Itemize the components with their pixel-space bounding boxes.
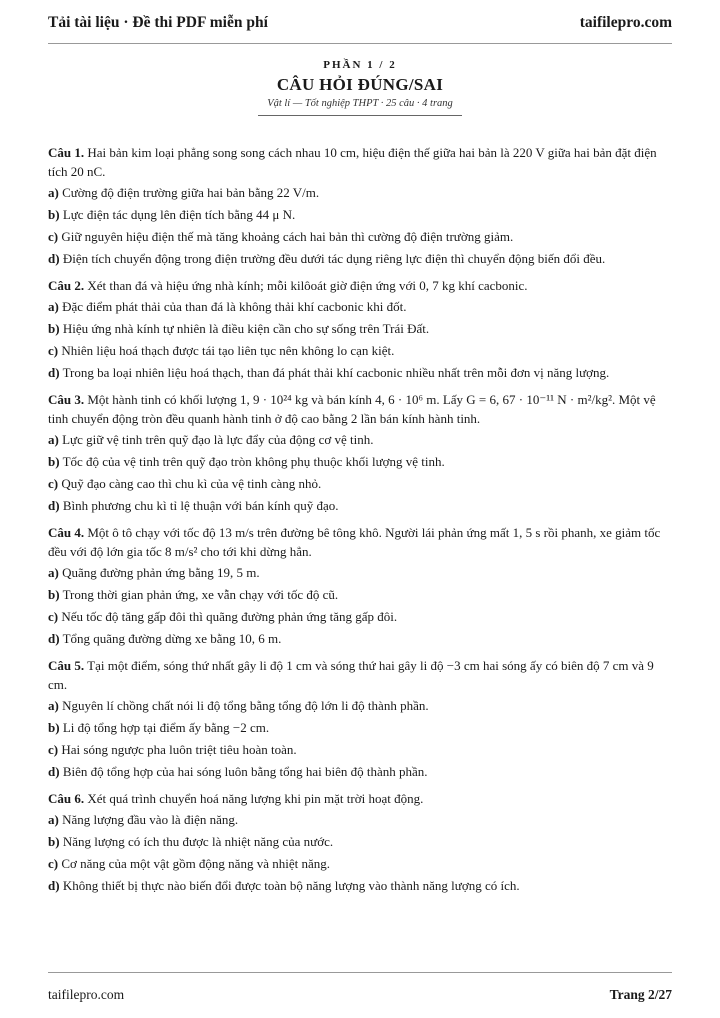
option-text: Tổng quãng đường dừng xe bằng 10, 6 m. bbox=[62, 631, 282, 646]
option-label: b) bbox=[48, 454, 60, 469]
footer-divider bbox=[48, 972, 672, 973]
question-3 bbox=[48, 390, 672, 515]
option-label: a) bbox=[48, 698, 59, 713]
question-stem-text: Một ô tô chạy với tốc độ 13 m/s trên đường bê tông khô. Người lái phản ứng mất 1, 5 s rồi phanh, xe giảm tốc đều với độ lớn gia tốc 8 m/s² cho tới khi dừng hẳn. bbox=[48, 525, 661, 559]
option-d bbox=[48, 363, 672, 382]
option-label: c) bbox=[48, 476, 59, 491]
option-text: Trong thời gian phản ứng, xe vẫn chạy với tốc độ cũ. bbox=[62, 587, 339, 602]
option-text: Tốc độ của vệ tinh trên quỹ đạo tròn không phụ thuộc khối lượng vệ tinh. bbox=[62, 454, 445, 469]
question-stem bbox=[48, 276, 672, 295]
option-c bbox=[48, 740, 672, 759]
option-text: Nhiên liệu hoá thạch được tái tạo liên tục nên không lo cạn kiệt. bbox=[61, 343, 395, 358]
header-divider bbox=[48, 43, 672, 44]
option-c bbox=[48, 341, 672, 360]
option-b bbox=[48, 585, 672, 604]
option-label: c) bbox=[48, 229, 59, 244]
option-text: Li độ tổng hợp tại điểm ấy bằng −2 cm. bbox=[62, 720, 270, 735]
option-b bbox=[48, 452, 672, 471]
option-label: d) bbox=[48, 365, 60, 380]
page-header bbox=[48, 12, 672, 34]
option-a bbox=[48, 183, 672, 202]
option-text: Quỹ đạo càng cao thì chu kì của vệ tinh càng nhỏ. bbox=[61, 476, 322, 491]
option-label: d) bbox=[48, 764, 60, 779]
question-2 bbox=[48, 276, 672, 382]
option-c bbox=[48, 474, 672, 493]
footer-site-name: taifilepro.com bbox=[48, 987, 125, 1002]
option-text: Đặc điểm phát thải của than đá là không thải khí cacbonic khi đốt. bbox=[62, 299, 407, 314]
header-site-slogan: Tải tài liệu · Đề thi PDF miễn phí bbox=[48, 14, 268, 31]
option-d bbox=[48, 496, 672, 515]
question-stem bbox=[48, 523, 672, 561]
page-number: Trang 2/27 bbox=[609, 987, 672, 1002]
option-label: d) bbox=[48, 498, 60, 513]
option-label: b) bbox=[48, 720, 60, 735]
option-label: b) bbox=[48, 207, 60, 222]
question-stem bbox=[48, 143, 672, 181]
option-text: Nếu tốc độ tăng gấp đôi thì quãng đường phản ứng tăng gấp đôi. bbox=[61, 609, 398, 624]
option-label: a) bbox=[48, 299, 59, 314]
option-a bbox=[48, 696, 672, 715]
option-text: Hiệu ứng nhà kính tự nhiên là điều kiện cần cho sự sống trên Trái Đất. bbox=[62, 321, 430, 336]
question-stem-text: Tại một điểm, sóng thứ nhất gây li độ 1 cm và sóng thứ hai gây li độ −3 cm hai sóng ấy có biên độ 7 cm và 9 cm. bbox=[48, 658, 654, 692]
option-d bbox=[48, 762, 672, 781]
option-c bbox=[48, 227, 672, 246]
option-text: Nguyên lí chồng chất nói li độ tổng bằng tổng độ lớn li độ thành phần. bbox=[62, 698, 429, 713]
option-a bbox=[48, 297, 672, 316]
option-text: Bình phương chu kì tỉ lệ thuận với bán kính quỹ đạo. bbox=[62, 498, 339, 513]
page-subtitle: Vật lí — Tốt nghiệp THPT · 25 câu · 4 trang bbox=[267, 98, 453, 109]
question-4 bbox=[48, 523, 672, 648]
option-label: c) bbox=[48, 609, 59, 624]
question-stem bbox=[48, 789, 672, 808]
option-text: Điện tích chuyển động trong điện trường đều dưới tác dụng riêng lực điện thì chuyển động biến đổi đều. bbox=[62, 251, 606, 266]
option-d bbox=[48, 249, 672, 268]
option-b bbox=[48, 319, 672, 338]
page-title: CÂU HỎI ĐÚNG/SAI bbox=[276, 75, 444, 94]
question-stem-text: Xét than đá và hiệu ứng nhà kính; mỗi kilôoát giờ điện ứng với 0, 7 kg khí cacbonic. bbox=[87, 278, 528, 293]
option-label: d) bbox=[48, 631, 60, 646]
option-text: Lực giữ vệ tinh trên quỹ đạo là lực đẩy của động cơ vệ tinh. bbox=[62, 432, 374, 447]
option-text: Giữ nguyên hiệu điện thế mà tăng khoảng cách hai bản thì cường độ điện trường giảm. bbox=[61, 229, 514, 244]
option-label: c) bbox=[48, 343, 59, 358]
question-label: Câu 3. bbox=[48, 392, 85, 407]
option-text: Cường độ điện trường giữa hai bản bằng 22 V/m. bbox=[62, 185, 320, 200]
option-text: Quãng đường phản ứng bằng 19, 5 m. bbox=[62, 565, 260, 580]
option-label: d) bbox=[48, 251, 60, 266]
question-label: Câu 2. bbox=[48, 278, 85, 293]
option-b bbox=[48, 205, 672, 224]
question-stem-text: Hai bản kim loại phẳng song song cách nhau 10 cm, hiệu điện thế giữa hai bản là 220 V giữa hai bản đặt điện tích 20 nC. bbox=[48, 145, 657, 179]
question-5 bbox=[48, 656, 672, 781]
title-block bbox=[48, 59, 672, 116]
option-label: b) bbox=[48, 321, 60, 336]
question-label: Câu 1. bbox=[48, 145, 85, 160]
option-text: Biên độ tổng hợp của hai sóng luôn bằng tổng hai biên độ thành phần. bbox=[62, 764, 428, 779]
option-a bbox=[48, 563, 672, 582]
option-text: Năng lượng có ích thu được là nhiệt năng của nước. bbox=[62, 834, 334, 849]
option-label: c) bbox=[48, 742, 59, 757]
option-a bbox=[48, 430, 672, 449]
question-1 bbox=[48, 143, 672, 268]
question-list bbox=[48, 143, 672, 903]
option-label: a) bbox=[48, 812, 59, 827]
question-stem bbox=[48, 656, 672, 694]
option-c bbox=[48, 607, 672, 626]
option-text: Hai sóng ngược pha luôn triệt tiêu hoàn toàn. bbox=[61, 742, 297, 757]
header-site-name: taifilepro.com bbox=[579, 14, 672, 31]
title-underline bbox=[258, 115, 462, 116]
option-label: a) bbox=[48, 185, 59, 200]
option-label: a) bbox=[48, 565, 59, 580]
question-label: Câu 4. bbox=[48, 525, 85, 540]
option-label: d) bbox=[48, 878, 60, 893]
option-a bbox=[48, 810, 672, 829]
option-label: b) bbox=[48, 834, 60, 849]
question-6 bbox=[48, 789, 672, 895]
question-label: Câu 6. bbox=[48, 791, 85, 806]
question-stem-text: Một hành tinh có khối lượng 1, 9 · 10²⁴ kg và bán kính 4, 6 · 10⁶ m. Lấy G = 6, 67 · 10⁻¹¹ N · m²/kg². Một vệ tinh chuyển động tròn đều quanh hành tinh ở độ cao bằng 2 lần bán kính hành tinh. bbox=[48, 392, 656, 426]
option-label: a) bbox=[48, 432, 59, 447]
option-text: Trong ba loại nhiên liệu hoá thạch, than đá phát thải khí cacbonic nhiều nhất trên mỗi đơn vị năng lượng. bbox=[62, 365, 610, 380]
question-stem-text: Xét quá trình chuyển hoá năng lượng khi pin mặt trời hoạt động. bbox=[87, 791, 424, 806]
option-d bbox=[48, 876, 672, 895]
option-text: Lực điện tác dụng lên điện tích bằng 44 μ N. bbox=[62, 207, 296, 222]
option-text: Không thiết bị thực nào biến đổi được toàn bộ năng lượng vào thành năng lượng có ích. bbox=[62, 878, 520, 893]
option-label: c) bbox=[48, 856, 59, 871]
option-label: b) bbox=[48, 587, 60, 602]
option-d bbox=[48, 629, 672, 648]
part-label: PHẦN 1 / 2 bbox=[323, 59, 397, 71]
option-text: Năng lượng đầu vào là điện năng. bbox=[62, 812, 239, 827]
question-label: Câu 5. bbox=[48, 658, 85, 673]
option-text: Cơ năng của một vật gồm động năng và nhiệt năng. bbox=[61, 856, 330, 871]
option-b bbox=[48, 832, 672, 851]
option-b bbox=[48, 718, 672, 737]
question-stem bbox=[48, 390, 672, 428]
option-c bbox=[48, 854, 672, 873]
page-footer bbox=[48, 985, 672, 1005]
